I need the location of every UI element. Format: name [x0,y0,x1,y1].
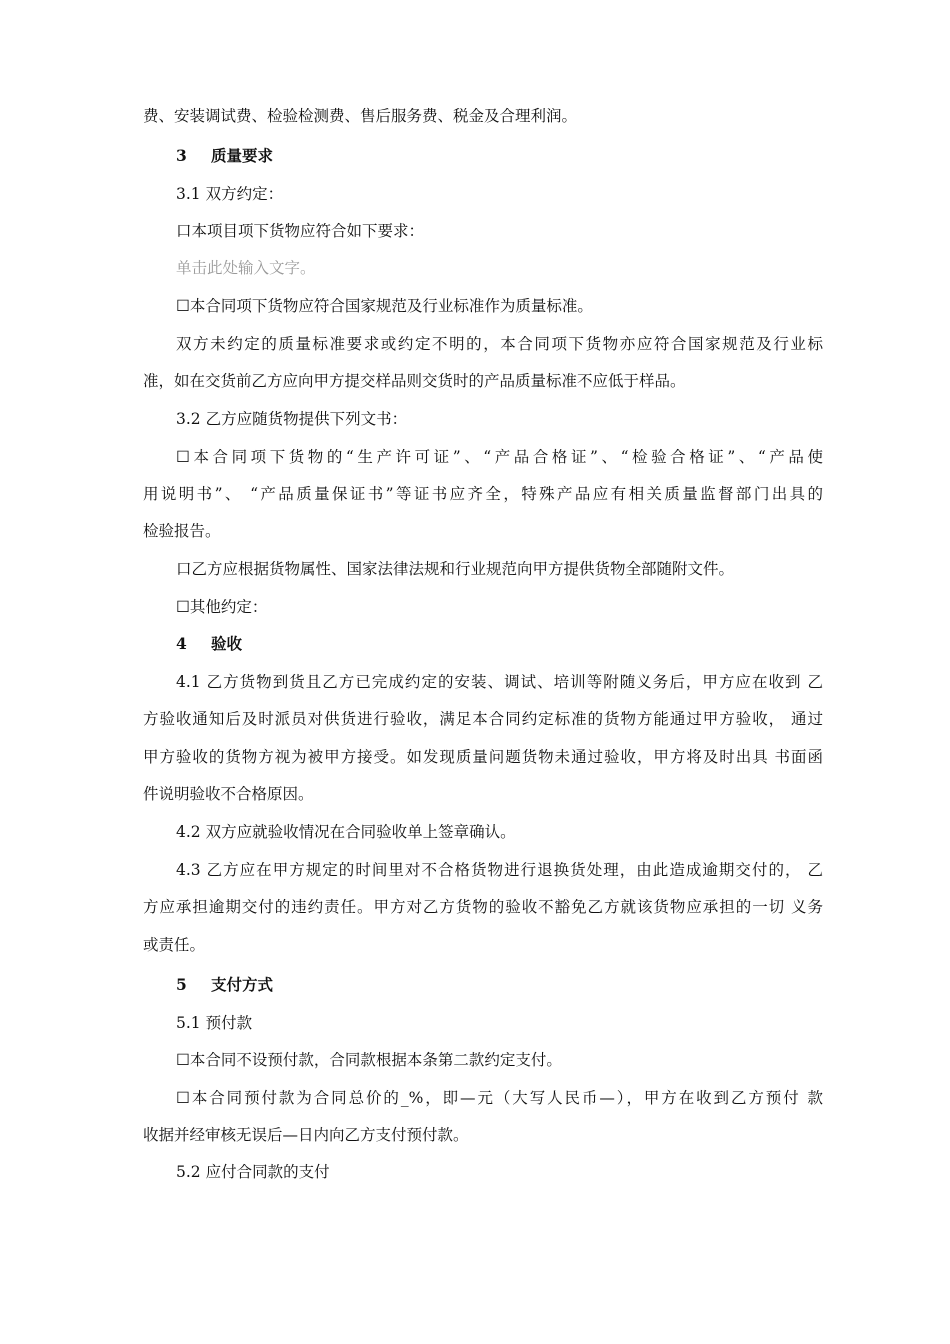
section-number: 4 [176,634,187,653]
section-number: 5 [176,975,187,994]
section-title: 验收 [211,634,243,653]
checkbox-option[interactable]: 口乙方应根据货物属性、国家法律法规和行业规范向甲方提供货物全部随附文件。 [176,560,735,578]
paragraph-line: 用说明书”、 “产品质量保证书”等证书应齐全，特殊产品应有相关质量监督部门出具的 [143,485,823,503]
paragraph-line: 或责任。 [143,936,206,954]
section-heading-4 [176,634,823,654]
checkbox-option[interactable]: ☐本合同项下货物的“生产许可证”、“产品合格证”、“检验合格证”、“产品使 [176,448,823,466]
clause-3-2: 3.2 乙方应随货物提供下列文书： [176,410,408,428]
paragraph-line: 双方未约定的质量标准要求或约定不明的，本合同项下货物亦应符合国家规范及行业标 [176,335,823,353]
section-heading-5 [176,975,823,995]
paragraph-line: 检验报告。 [143,522,221,540]
clause-5-1: 5.1 预付款 [176,1014,253,1032]
text-input-placeholder[interactable]: 单击此处输入文字。 [176,259,316,277]
paragraph-line: 准，如在交货前乙方应向甲方提交样品则交货时的产品质量标准不应低于样品。 [143,372,686,390]
paragraph-line: 方验收通知后及时派员对供货进行验收，满足本合同约定标准的货物方能通过甲方验收， 通过 [143,710,823,728]
paragraph-line: 甲方验收的货物方视为被甲方接受。如发现质量问题货物未通过验收，甲方将及时出具 书面函 [143,748,823,766]
clause-4-1: 4.1 乙方货物到货且乙方已完成约定的安装、调试、培训等附随义务后，甲方应在收到 乙 [176,673,823,691]
clause-3-1: 3.1 双方约定： [176,185,284,203]
paragraph-line: 收据并经审核无误后—日内向乙方支付预付款。 [143,1126,469,1144]
section-heading-3 [176,146,823,166]
clause-4-2: 4.2 双方应就验收情况在合同验收单上签章确认。 [176,823,516,841]
checkbox-option[interactable]: ☐本合同预付款为合同总价的_%，即—元（大写人民币—），甲方在收到乙方预付 款 [176,1089,823,1107]
section-number: 3 [176,146,187,165]
clause-5-2: 5.2 应付合同款的支付 [176,1163,330,1181]
checkbox-option[interactable]: ☐本合同项下货物应符合国家规范及行业标准作为质量标准。 [176,297,593,315]
checkbox-option[interactable]: 口本项目项下货物应符合如下要求： [176,222,425,240]
paragraph-line: 件说明验收不合格原因。 [143,785,314,803]
section-title: 质量要求 [211,146,274,165]
section-title: 支付方式 [211,975,274,994]
clause-4-3: 4.3 乙方应在甲方规定的时间里对不合格货物进行退换货处理，由此造成逾期交付的， 乙 [176,861,823,879]
checkbox-option[interactable]: ☐其他约定： [176,598,268,616]
paragraph-line: 费、安装调试费、检验检测费、售后服务费、税金及合理利润。 [143,107,578,125]
paragraph-line: 方应承担逾期交付的违约责任。甲方对乙方货物的验收不豁免乙方就该货物应承担的一切 义务 [143,898,823,916]
checkbox-option[interactable]: ☐本合同不设预付款，合同款根据本条第二款约定支付。 [176,1051,562,1069]
